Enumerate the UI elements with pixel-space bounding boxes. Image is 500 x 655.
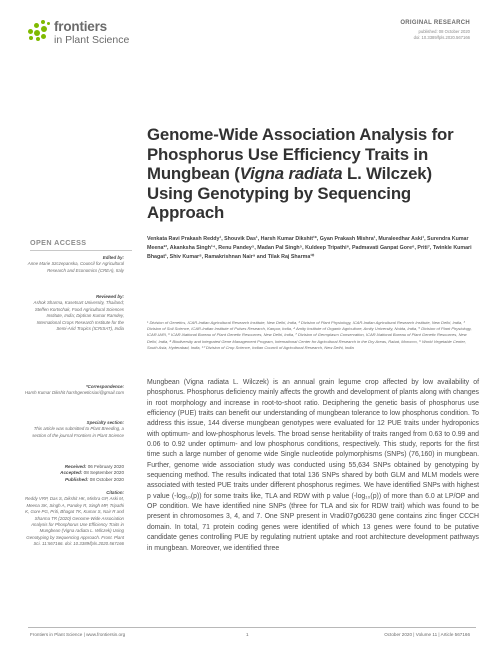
correspondence-value[interactable]: Harsh Kumar Dikshit harshgeneticsiari@gmail.com <box>24 390 124 396</box>
article-title: Genome-Wide Association Analysis for Phosphorus Use Efficiency Traits in Mungbean (Vigna radiata L. Wilczek) Using Genotyping by Sequencing Approach <box>147 125 454 222</box>
open-access-label: OPEN ACCESS <box>30 238 87 247</box>
edited-by-section <box>24 255 124 274</box>
correspondence-section <box>24 384 124 397</box>
reviewed-by-value: Ashok Sharma, Kasetsart University, Thailand; Steffen Kortschak, Food Agricultural Sciences Institute, India; Diptiran Kumar Ramdey, International Crops Research Institute for the Semi-Arid Tropics (ICRISAT), India <box>33 300 124 332</box>
journal-name: in Plant Science <box>54 33 130 46</box>
edited-by-label: Edited by: <box>102 255 124 260</box>
divider <box>30 250 132 251</box>
brand-name: frontiers <box>54 19 107 34</box>
accepted-date: Accepted: 08 September 2020 <box>60 470 124 476</box>
received-date: Received: 06 February 2020 <box>64 464 124 469</box>
frontiers-dots-icon <box>28 20 50 42</box>
author-list: Venkata Ravi Prakash Reddy¹, Shouvik Das¹, Harsh Kumar Dikshit¹*, Gyan Prakash Mishra¹, Muraleedhar Aski¹, Surendra Kumar Meena²³, Akanksha Singh¹⁴, Renu Pandey⁵, Madan Pal Singh⁵, Kuldeep Tripathi⁶, Padmavati Ganpat Gore⁶, Priti⁷, Twinkle Kumari Bhagat¹, Shiv Kumar⁸, Ramakrishnan Nair⁹ and Tilak Raj Sharma¹⁰ <box>147 236 472 261</box>
affiliations: ¹ Division of Genetics, ICAR-Indian Agricultural Research Institute, New Delhi, India, ² Division of Plant Physiology, ICAR-Indian Agricultural Research Institute, New Delhi, India, ³ Division of Soil Science, ICAR-Indian Institute of Pulses Research, Kanpur, India, ⁴ Amity Institute of Organic Agriculture, Amity University, Noida, India, ⁵ Division of Plant Physiology, ICAR-IARI, ⁶ ICAR-National Bureau of Plant Genetic Resources, New Delhi, India, ⁷ Division of Germplasm Conservation, ICAR-National Bureau of Plant Genetic Resources, New Delhi, India, ⁸ Biodiversity and Integrated Gene Management Program, International Center for Agricultural Research in the Dry Areas, Rabat, Morocco, ⁹ World Vegetable Center, South Asia, Hyderabad, India, ¹⁰ Division of Crop Science, Indian Council of Agricultural Research, New Delhi, India <box>147 320 472 350</box>
species-name: Vigna radiata <box>239 164 343 183</box>
edited-by-value: Anne Marie Szczepanska, Council for Agricultural Research and Economics (CREA), Italy <box>27 261 124 273</box>
reviewed-by-label: Reviewed by: <box>95 294 124 299</box>
published-date-line: published: 08 October 2020 <box>418 29 470 34</box>
specialty-label: Specialty section: <box>86 420 124 425</box>
reviewed-by-section <box>24 294 124 332</box>
footer-issue: October 2020 | Volume 11 | Article 567166 <box>384 632 470 637</box>
doi-line[interactable]: doi: 10.3389/fpls.2020.567166 <box>413 35 470 40</box>
article-type: ORIGINAL RESEARCH <box>400 20 470 26</box>
citation-section <box>24 490 124 548</box>
frontiers-logo <box>28 20 129 45</box>
dates-section <box>24 464 124 483</box>
page-number: 1 <box>246 632 249 637</box>
citation-label: Citation: <box>106 490 124 495</box>
footer-journal[interactable]: Frontiers in Plant Science | www.frontiersin.org <box>30 632 126 637</box>
abstract-text: Mungbean (Vigna radiata L. Wilczek) is an annual grain legume crop affected by low availability of phosphorus. Phosphorus deficiency mainly affects the growth and development of plants along with changes in root morphology and increase in root-to-shoot ratio. Deciphering the genetic basis of phosphorus use efficiency (PUE) traits can benefit our understanding of mungbean tolerance to low phosphorus condition. To address this issue, 144 diverse mungbean genotypes were evaluated for 12 PUE traits under hydroponics with optimum- and low-phosphorus levels. The broad sense heritability of traits ranged from 0.63 to 0.99 and 0.06 to 0.92 under optimum- and low phosphorus conditions, respectively. This study, reports for the first time such a large number of genome wide Single nucleotide polymorphisms (SNPs) (76,160) in mungbean. Further, genome wide association study was conducted using 55,634 SNPs obtained by genotyping by sequencing method. The results indicated that total 136 SNPs shared by both GLM and MLM models were associated with tested PUE traits under different phosphorus regimes. We have identified SNPs with highest p value (-log₁₀(p)) for some traits like, TLA and RDW with p value (-log₁₀(p)) of more than 6.0 at LP/OP and OP condition. We have identified nine SNPs (three for TLA and six for RDW trait) which was found to be present in chromosomes 3, 4, and 7. One SNP present in Vradi07g06230 gene contains zinc finger CCCH domain. In total, 71 protein coding genes were identified of which 13 genes were found to be putative candidate genes controlling PUE by regulating nutrient uptake and root architecture development pathways in mungbean. Moreover, we identified three <box>147 379 479 552</box>
specialty-section <box>24 420 124 439</box>
specialty-value: This article was submitted to Plant Breeding, a section of the journal Frontiers in Plant Science <box>32 426 124 438</box>
citation-value: Reddy VRP, Das S, Dikshit HK, Mishra GP, Aski M, Meena SK, Singh A, Pandey R, Singh MP, Tripathi K, Gore PG, Priti, Bhagat TK, Kumar S, Nair R and Sharma TR (2020) Genome-Wide Association Analysis for Phosphorus Use Efficiency Traits in Mungbean (Vigna radiata L. Wilczek) Using Genotyping by Sequencing Approach. Front. Plant Sci. 11:567166. doi: 10.3389/fpls.2020.567166 <box>25 496 124 547</box>
published-date: Published: 08 October 2020 <box>65 476 124 482</box>
footer-divider <box>28 627 476 628</box>
correspondence-label: *Correspondence: <box>85 384 124 389</box>
